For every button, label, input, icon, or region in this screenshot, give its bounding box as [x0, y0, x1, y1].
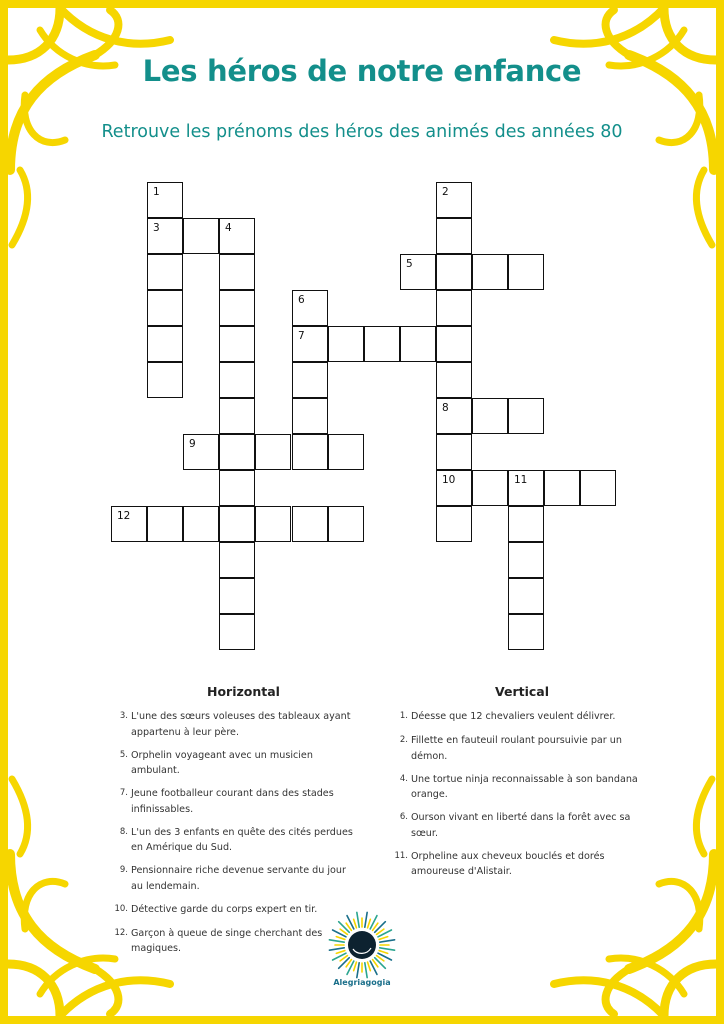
- clue-number: 6.: [399, 812, 408, 822]
- cell-number: 3: [153, 222, 160, 234]
- clue-text: Une tortue ninja reconnaissable à son bandana: [411, 773, 638, 785]
- logo-ray: [365, 963, 367, 978]
- grid-cell[interactable]: [219, 470, 255, 506]
- horizontal-clue: [114, 902, 318, 918]
- grid-cell[interactable]: [255, 506, 291, 542]
- clue-number: 10.: [114, 903, 128, 914]
- grid-cell[interactable]: [219, 614, 255, 650]
- clue-text: Déesse que 12 chevaliers veulent délivrer.: [411, 711, 616, 722]
- cell-number: 9: [189, 438, 196, 450]
- clue-number: 8.: [119, 826, 128, 837]
- horizontal-clue: [119, 825, 353, 856]
- grid-cell[interactable]: [219, 290, 255, 326]
- grid-cell[interactable]: [436, 362, 472, 398]
- horizontal-clue: [119, 863, 346, 894]
- clue-text: Jeune footballeur courant dans des stades: [131, 788, 334, 799]
- grid-cell[interactable]: [328, 326, 364, 362]
- grid-cell[interactable]: [292, 398, 328, 434]
- logo-ray: [365, 912, 367, 927]
- logo-ray: [329, 948, 344, 950]
- clue-number: 7.: [119, 788, 128, 798]
- logo-ray: [379, 937, 388, 940]
- horizontal-clue: [119, 709, 351, 740]
- grid-cell[interactable]: [436, 218, 472, 254]
- grid-cell[interactable]: [147, 326, 183, 362]
- cell-number: 5: [406, 258, 413, 270]
- grid-cell[interactable]: [436, 290, 472, 326]
- clue-text: Ourson vivant en liberté dans la forêt avec sa: [411, 812, 631, 823]
- grid-cell[interactable]: [328, 434, 364, 470]
- clue-text: L'un des 3 enfants en quête des cités perdues: [131, 826, 353, 838]
- cell-number: 1: [153, 186, 160, 198]
- vertical-clue: [394, 849, 605, 880]
- clue-text-continued: ambulant.: [131, 765, 180, 776]
- horizontal-heading: Horizontal: [207, 684, 280, 699]
- horizontal-clue: [119, 748, 313, 779]
- cell-number: 2: [442, 186, 449, 198]
- clue-number: 3.: [119, 711, 128, 721]
- grid-cell[interactable]: [436, 326, 472, 362]
- logo-text: Alegriagogia: [333, 978, 391, 987]
- cell-number: 11: [514, 474, 528, 486]
- logo-ray: [375, 958, 386, 969]
- clue-text-continued: démon.: [411, 750, 448, 762]
- grid-cell[interactable]: [147, 254, 183, 290]
- clue-text: L'une des sœurs voleuses des tableaux ayant: [131, 711, 351, 722]
- clue-text-continued: sœur.: [411, 827, 439, 839]
- logo-ray: [336, 937, 345, 940]
- cell-number: 10: [442, 474, 456, 486]
- grid-cell[interactable]: [219, 434, 255, 470]
- clue-number: 11.: [394, 850, 408, 861]
- grid-cell[interactable]: [364, 326, 400, 362]
- grid-cell[interactable]: [147, 506, 183, 542]
- grid-cell[interactable]: [400, 326, 436, 362]
- grid-cell[interactable]: [436, 506, 472, 542]
- grid-cell[interactable]: [436, 254, 472, 290]
- grid-cell[interactable]: [508, 614, 544, 650]
- page-title: Les héros de notre enfance: [142, 54, 582, 88]
- clue-text-continued: en Amérique du Sud.: [131, 842, 233, 853]
- logo-ray: [368, 962, 371, 971]
- logo-ray: [380, 948, 395, 950]
- clue-text-continued: infinissables.: [131, 803, 194, 815]
- page-subtitle: Retrouve les prénoms des héros des animés des années 80: [101, 122, 623, 142]
- clue-text-continued: orange.: [411, 789, 448, 800]
- cell-number: 6: [298, 294, 305, 306]
- grid-cell[interactable]: [292, 362, 328, 398]
- grid-cell[interactable]: [472, 254, 508, 290]
- grid-cell[interactable]: [292, 434, 328, 470]
- logo-ray: [357, 912, 359, 927]
- clue-text-continued: amoureuse d'Alistair.: [411, 866, 512, 877]
- grid-cell[interactable]: [219, 578, 255, 614]
- clue-text-continued: magiques.: [131, 943, 182, 954]
- cell-number: 7: [298, 330, 305, 342]
- clue-number: 9.: [119, 865, 128, 875]
- clue-text-continued: au lendemain.: [131, 880, 200, 892]
- sun-logo-icon: [320, 905, 404, 989]
- clue-text: Détective garde du corps expert en tir.: [131, 903, 318, 915]
- grid-cell[interactable]: [147, 290, 183, 326]
- grid-cell[interactable]: [219, 362, 255, 398]
- cell-number: 4: [225, 222, 232, 234]
- grid-cell[interactable]: [183, 506, 219, 542]
- grid-cell[interactable]: [219, 542, 255, 578]
- grid-cell[interactable]: [183, 218, 219, 254]
- grid-cell[interactable]: [544, 470, 580, 506]
- logo-ray: [375, 922, 386, 933]
- clue-number: 12.: [114, 927, 128, 938]
- vertical-clue: [399, 733, 622, 764]
- logo-ray: [329, 940, 344, 942]
- grid-cell[interactable]: [255, 434, 291, 470]
- logo-ray: [368, 919, 371, 928]
- logo-ray: [380, 940, 395, 942]
- clue-number: 5.: [119, 749, 128, 760]
- grid-cell[interactable]: [508, 542, 544, 578]
- grid-cell[interactable]: [292, 506, 328, 542]
- cell-number: 12: [117, 510, 131, 522]
- grid-cell[interactable]: [508, 398, 544, 434]
- logo-ray: [357, 963, 359, 978]
- grid-cell[interactable]: [328, 506, 364, 542]
- vertical-clue: [399, 709, 616, 725]
- clue-text: Garçon à queue de singe cherchant des: [131, 927, 323, 939]
- logo-ray: [336, 951, 345, 954]
- grid-cell[interactable]: [219, 254, 255, 290]
- grid-cell[interactable]: [147, 362, 183, 398]
- grid-cell[interactable]: [219, 398, 255, 434]
- logo-ray: [379, 951, 388, 954]
- clue-text: Orphelin voyageant avec un musicien: [131, 749, 313, 761]
- clue-text: Orpheline aux cheveux bouclés et dorés: [411, 850, 605, 862]
- grid-cell[interactable]: [472, 398, 508, 434]
- vertical-heading: Vertical: [495, 684, 550, 699]
- grid-cell[interactable]: [508, 578, 544, 614]
- vertical-clue: [399, 772, 638, 803]
- grid-cell[interactable]: [508, 254, 544, 290]
- grid-cell[interactable]: [436, 434, 472, 470]
- logo-ray: [354, 919, 357, 928]
- logo-ray: [339, 922, 350, 933]
- logo-ray: [339, 958, 350, 969]
- grid-cell[interactable]: [472, 470, 508, 506]
- clue-text: Pensionnaire riche devenue servante du jour: [131, 865, 346, 876]
- grid-cell[interactable]: [219, 326, 255, 362]
- vertical-clue: [399, 810, 631, 841]
- horizontal-clue: [114, 926, 323, 957]
- clue-text-continued: appartenu à leur père.: [131, 726, 240, 738]
- cell-number: 8: [442, 402, 449, 414]
- clue-number: 1.: [399, 711, 408, 721]
- grid-cell[interactable]: [580, 470, 616, 506]
- grid-cell[interactable]: [508, 506, 544, 542]
- clue-number: 2.: [399, 735, 408, 745]
- clue-text: Fillette en fauteuil roulant poursuivie par un: [411, 735, 622, 746]
- horizontal-clue: [119, 786, 334, 817]
- clue-number: 4.: [399, 773, 408, 784]
- logo-ray: [354, 962, 357, 971]
- grid-cell[interactable]: [219, 506, 255, 542]
